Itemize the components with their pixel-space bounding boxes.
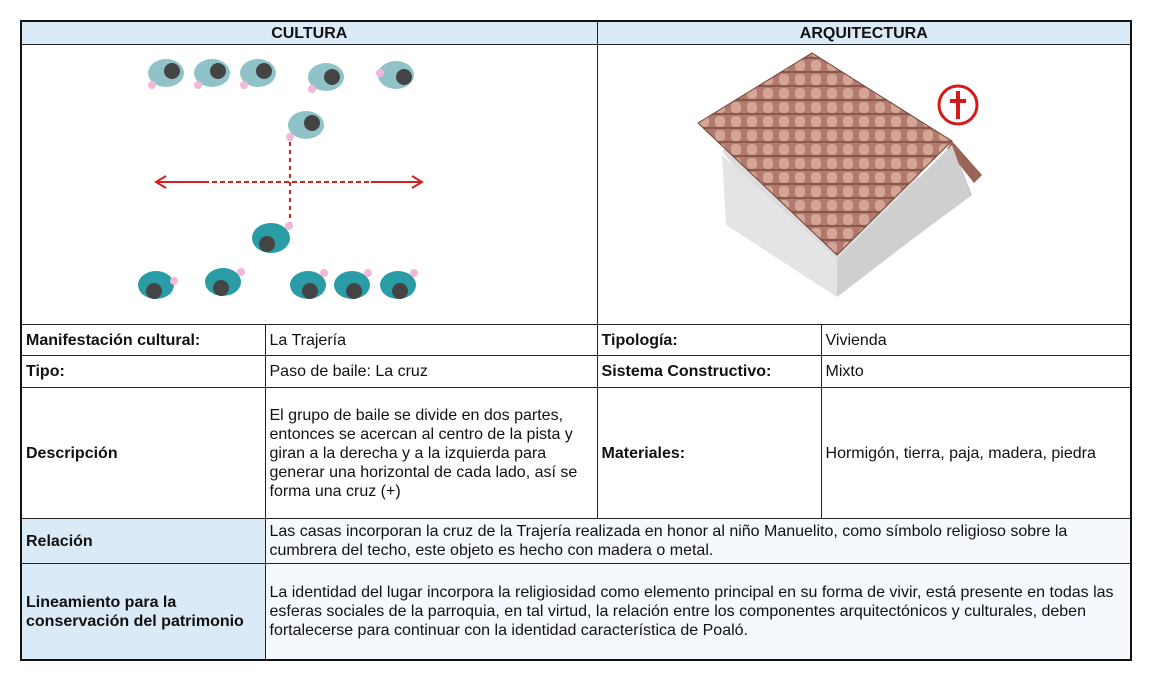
- materiales-label: Materiales:: [597, 388, 821, 519]
- house-with-cross-icon: [602, 45, 1136, 324]
- row-manifestacion: [21, 325, 1131, 356]
- sistema-label: Sistema Constructivo:: [597, 356, 821, 388]
- manifestacion-value: La Trajería: [265, 325, 597, 356]
- lineamiento-value: La identidad del lugar incorpora la religiosidad como elemento principal en su forma de vivir, está presente en todas las esferas sociales de la parroquia, en tal virtud, la relación entre los componentes arquitectónicos y culturales, deben fortalecerse para continuar con la identidad característica de Poaló.: [265, 564, 1131, 661]
- descripcion-label: Descripción: [21, 388, 265, 519]
- heritage-table: [20, 20, 1132, 661]
- header-arquitectura: ARQUITECTURA: [597, 21, 1131, 45]
- image-row: [21, 45, 1131, 325]
- relacion-label: Relación: [21, 519, 265, 564]
- lineamiento-label: Lineamiento para la conservación del patrimonio: [21, 564, 265, 661]
- tipologia-label: Tipología:: [597, 325, 821, 356]
- tipologia-value: Vivienda: [821, 325, 1131, 356]
- header-row: [21, 21, 1131, 45]
- tipo-value: Paso de baile: La cruz: [265, 356, 597, 388]
- tipo-label: Tipo:: [21, 356, 265, 388]
- house-illustration-cell: [597, 45, 1131, 325]
- cross-emblem: [939, 86, 977, 124]
- relacion-value: Las casas incorporan la cruz de la Trajería realizada en honor al niño Manuelito, como símbolo religioso sobre la cumbrera del techo, este objeto es hecho con madera o metal.: [265, 519, 1131, 564]
- row-descripcion: [21, 388, 1131, 519]
- descripcion-value: El grupo de baile se divide en dos partes, entonces se acercan al centro de la pista y giran a la derecha y a la izquierda para generar una horizontal de cada lado, así se forma una cruz (+): [265, 388, 597, 519]
- dance-cross-diagram-icon: [26, 45, 602, 324]
- top-dancers: [148, 59, 414, 141]
- bottom-dancers: [138, 222, 418, 299]
- row-tipo: [21, 356, 1131, 388]
- row-relacion: [21, 519, 1131, 564]
- dance-diagram-cell: [21, 45, 597, 325]
- manifestacion-label: Manifestación cultural:: [21, 325, 265, 356]
- cross-arrows: [156, 142, 422, 227]
- row-lineamiento: [21, 564, 1131, 661]
- header-cultura: CULTURA: [21, 21, 597, 45]
- sistema-value: Mixto: [821, 356, 1131, 388]
- materiales-value: Hormigón, tierra, paja, madera, piedra: [821, 388, 1131, 519]
